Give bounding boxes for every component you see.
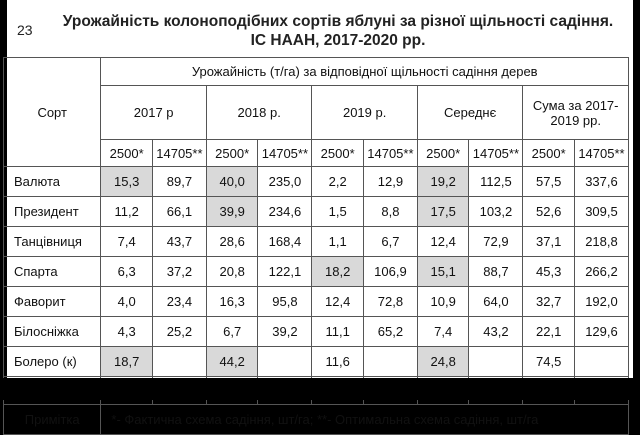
density-header: 2500* [206,140,258,167]
yield-value: 72,8 [363,287,417,317]
yield-value: 129,6 [574,317,628,347]
variety-name: Спарта [4,257,101,287]
variety-name: Президент [4,197,101,227]
table-row [4,317,629,347]
yield-value [469,347,523,377]
yield-value: 122,1 [258,257,312,287]
variety-name: Болеро (к) [4,347,101,377]
note-row [4,405,629,435]
yield-value: 10,9 [417,287,469,317]
variety-name: Валюта [4,167,101,197]
yield-value: 12,4 [417,227,469,257]
density-header: 2500* [417,140,469,167]
note-label: Примітка [4,405,101,435]
title-line-1: Урожайність колоноподібних сортів яблуні за різної щільності садіння. [62,13,614,30]
yield-value: 7,4 [101,227,153,257]
yield-value: 43,7 [152,227,206,257]
yield-value: 37,1 [523,227,575,257]
slide-number: 23 [17,22,33,38]
density-header: 2500* [312,140,364,167]
header-sort: Сорт [4,58,101,167]
density-header: 14705** [469,140,523,167]
note-text: *- Фактична схема садіння, шт/га; **- Оптимальна схема садіння, шт/га [101,405,629,435]
yield-value: 74,5 [523,347,575,377]
yield-value: 95,8 [258,287,312,317]
period-header: Середнє [417,86,523,140]
yield-value: 39,9 [206,197,258,227]
yield-value: 12,4 [312,287,364,317]
yield-value: 7,4 [417,317,469,347]
yield-value: 12,9 [363,167,417,197]
table-row [4,167,629,197]
title-line-2: ІС НААН, 2017-2020 рр. [250,32,426,49]
yield-value: 15,1 [417,257,469,287]
yield-value: 57,5 [523,167,575,197]
yield-value: 11,6 [312,347,364,377]
yield-value: 112,5 [469,167,523,197]
yield-value: 39,2 [258,317,312,347]
yield-value: 88,7 [469,257,523,287]
slide [7,0,633,427]
period-header: 2017 р [101,86,207,140]
yield-value: 37,2 [152,257,206,287]
density-header: 14705** [574,140,628,167]
yield-value: 19,2 [417,167,469,197]
yield-value: 309,5 [574,197,628,227]
period-header: Сума за 2017-2019 рр. [523,86,629,140]
table-row [4,197,629,227]
yield-value: 65,2 [363,317,417,347]
yield-value: 64,0 [469,287,523,317]
variety-name: Білосніжка [4,317,101,347]
bottom-bar [0,378,640,400]
yield-value: 8,8 [363,197,417,227]
yield-value: 44,2 [206,347,258,377]
yield-value: 4,3 [101,317,153,347]
yield-value: 23,4 [152,287,206,317]
yield-value: 11,1 [312,317,364,347]
yield-value [574,347,628,377]
yield-value: 43,2 [469,317,523,347]
yield-value: 40,0 [206,167,258,197]
yield-value: 234,6 [258,197,312,227]
yield-value: 1,5 [312,197,364,227]
yield-value: 266,2 [574,257,628,287]
yield-value: 28,6 [206,227,258,257]
variety-name: Фаворит [4,287,101,317]
period-header: 2019 р. [312,86,418,140]
yield-value: 6,7 [363,227,417,257]
table-row [4,347,629,377]
density-header: 2500* [101,140,153,167]
table-row [4,257,629,287]
table-row [4,287,629,317]
variety-name: Танцівниця [4,227,101,257]
yield-value: 2,2 [312,167,364,197]
yield-value: 218,8 [574,227,628,257]
yield-value: 18,7 [101,347,153,377]
yield-value: 11,2 [101,197,153,227]
yield-value: 18,2 [312,257,364,287]
yield-value: 4,0 [101,287,153,317]
density-header: 14705** [152,140,206,167]
header-main: Урожайність (т/га) за відповідної щільності садіння дерев [101,58,629,86]
period-header: 2018 р. [206,86,312,140]
yield-value: 106,9 [363,257,417,287]
density-header: 2500* [523,140,575,167]
yield-value: 6,3 [101,257,153,287]
yield-value: 1,1 [312,227,364,257]
yield-value [363,347,417,377]
yield-value: 17,5 [417,197,469,227]
yield-value: 16,3 [206,287,258,317]
yield-value: 103,2 [469,197,523,227]
yield-value: 192,0 [574,287,628,317]
yield-value [152,347,206,377]
yield-value: 25,2 [152,317,206,347]
yield-value: 168,4 [258,227,312,257]
table-row [4,227,629,257]
yield-value: 337,6 [574,167,628,197]
slide-title [47,12,629,50]
density-header: 14705** [363,140,417,167]
yield-value [258,347,312,377]
yield-value: 20,8 [206,257,258,287]
yield-value: 89,7 [152,167,206,197]
yield-value: 22,1 [523,317,575,347]
yield-value: 52,6 [523,197,575,227]
density-header: 14705** [258,140,312,167]
yield-value: 235,0 [258,167,312,197]
yield-value: 72,9 [469,227,523,257]
yield-value: 32,7 [523,287,575,317]
yield-value: 6,7 [206,317,258,347]
yield-value: 24,8 [417,347,469,377]
yield-value: 66,1 [152,197,206,227]
yield-value: 45,3 [523,257,575,287]
yield-value: 15,3 [101,167,153,197]
